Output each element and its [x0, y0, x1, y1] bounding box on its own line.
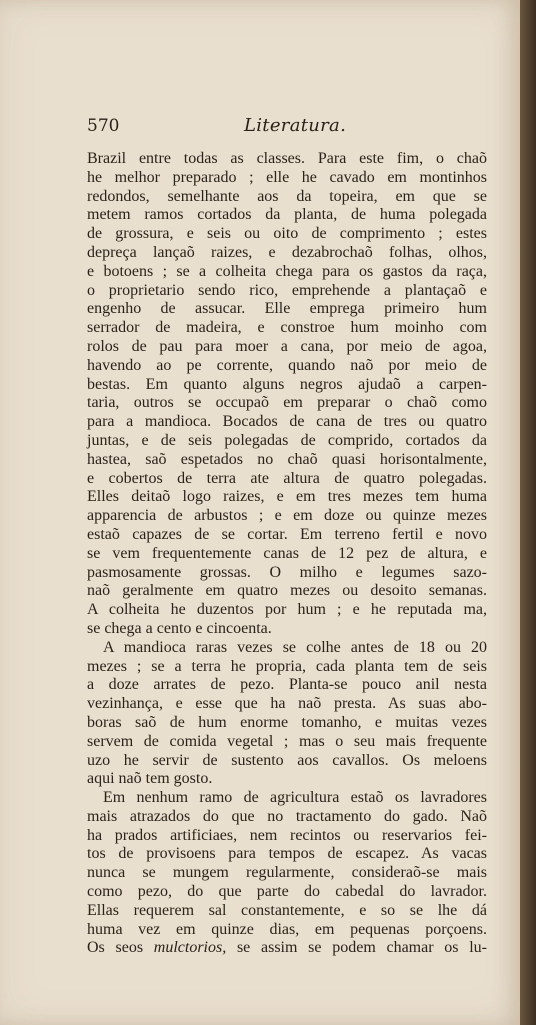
running-head: Literatura.: [244, 115, 347, 136]
text-line: juntas, e de seis polegadas de comprido, cortados da: [87, 431, 487, 449]
body-text: [87, 150, 487, 958]
text-segment: se assim se podem chamar os lu-: [236, 939, 487, 957]
text-line: a doze arrates de pezo. Planta-se pouco anil nesta: [87, 676, 487, 694]
text-line: huma vez em quinze dias, em pequenas porçoens.: [87, 920, 487, 938]
italic-word: mulctorios,: [153, 939, 227, 957]
text-line: rolos de pau para moer a cana, por meio de agoa,: [87, 337, 487, 355]
text-line: apparencia de arbustos ; e em doze ou quinze mezes: [87, 507, 487, 525]
text-line: serrador de madeira, e constroe hum moinho com: [87, 319, 487, 337]
text-line: e cobertos de terra ate altura de quatro polegadas.: [87, 469, 487, 487]
text-line: tos de provisoens para tempos de escapez. As vacas: [87, 845, 487, 863]
text-line: vezinhança, e esse que ha naõ presta. As suas abo-: [87, 695, 487, 713]
text-line: hastea, saõ espetados no chaõ quasi horisontalmente,: [87, 450, 487, 468]
paragraph-end-line: aqui naõ tem gosto.: [87, 770, 213, 788]
text-line: A colheita he duzentos por hum ; e he reputada ma,: [87, 601, 487, 619]
text-line: he melhor preparado ; elle he cavado em montinhos: [87, 168, 487, 186]
paragraph-start-line: Em nenhum ramo de agricultura estaõ os lavradores: [103, 789, 487, 807]
text-line: se vem frequentemente canas de 12 pez de altura, e: [87, 544, 487, 562]
text-line: uzo he servir de sustento aos cavallos. Os meloens: [87, 751, 487, 769]
page-number: 570: [87, 116, 120, 136]
page-header: [87, 116, 489, 140]
text-line: pasmosamente grossas. O milho e legumes sazo-: [87, 563, 487, 581]
page-edge-shadow: [520, 0, 536, 1025]
paragraph-end-line: se chega a cento e cincoenta.: [87, 619, 272, 637]
text-line: Elles deitaõ logo raizes, e em tres mezes tem huma: [87, 488, 487, 506]
text-line: estaõ capazes de se cortar. Em terreno fertil e novo: [87, 525, 487, 543]
text-line: engenho de assucar. Elle emprega primeiro hum: [87, 300, 487, 318]
text-line: e botoens ; se a colheita chega para os gastos da raça,: [87, 262, 487, 280]
text-line: servem de comida vegetal ; mas o seu mais frequente: [87, 732, 487, 750]
text-line: naõ geralmente em quatro mezes ou desoito semanas.: [87, 582, 487, 600]
text-line: Brazil entre todas as classes. Para este fim, o chaõ: [87, 150, 487, 167]
text-line: o proprietario sendo rico, emprehende a plantaçaõ e: [87, 281, 487, 299]
text-segment: Os seos: [87, 939, 144, 957]
paragraph-start-line: A mandioca raras vezes se colhe antes de 18 ou 20: [103, 638, 487, 656]
text-line: boras saõ de hum enorme tomanho, e muitas vezes: [87, 713, 487, 731]
text-line: ha prados artificiaes, nem recintos ou reservarios fei-: [87, 826, 487, 844]
text-line: mezes ; se a terra he propria, cada planta tem de seis: [87, 657, 487, 675]
text-line: Ellas requerem sal constantemente, e so se lhe dá: [87, 901, 487, 919]
text-line: bestas. Em quanto alguns negros ajudaõ a carpen-: [87, 375, 487, 393]
text-line: redondos, semelhante aos da topeira, em que se: [87, 187, 487, 205]
text-line: nunca se mungem regularmente, consideraõ-se mais: [87, 864, 487, 882]
text-line: mais atrazados do que no tractamento do gado. Naõ: [87, 807, 487, 825]
text-line: de grossura, e seis ou oito de comprimento ; estes: [87, 225, 487, 243]
text-line: depreça lançaõ raizes, e dezabrochaõ folhas, olhos,: [87, 243, 487, 261]
text-line: havendo ao pe corrente, quando naõ por meio de: [87, 356, 487, 374]
text-line: como pezo, do que parte do cabedal do lavrador.: [87, 883, 487, 901]
text-line: para a mandioca. Bocados de cana de tres ou quatro: [87, 413, 487, 431]
text-line: metem ramos cortados da planta, de huma polegada: [87, 206, 487, 224]
text-line-mixed: [87, 939, 487, 958]
text-line: taria, outros se occupaõ em preparar o chaõ como: [87, 394, 487, 412]
